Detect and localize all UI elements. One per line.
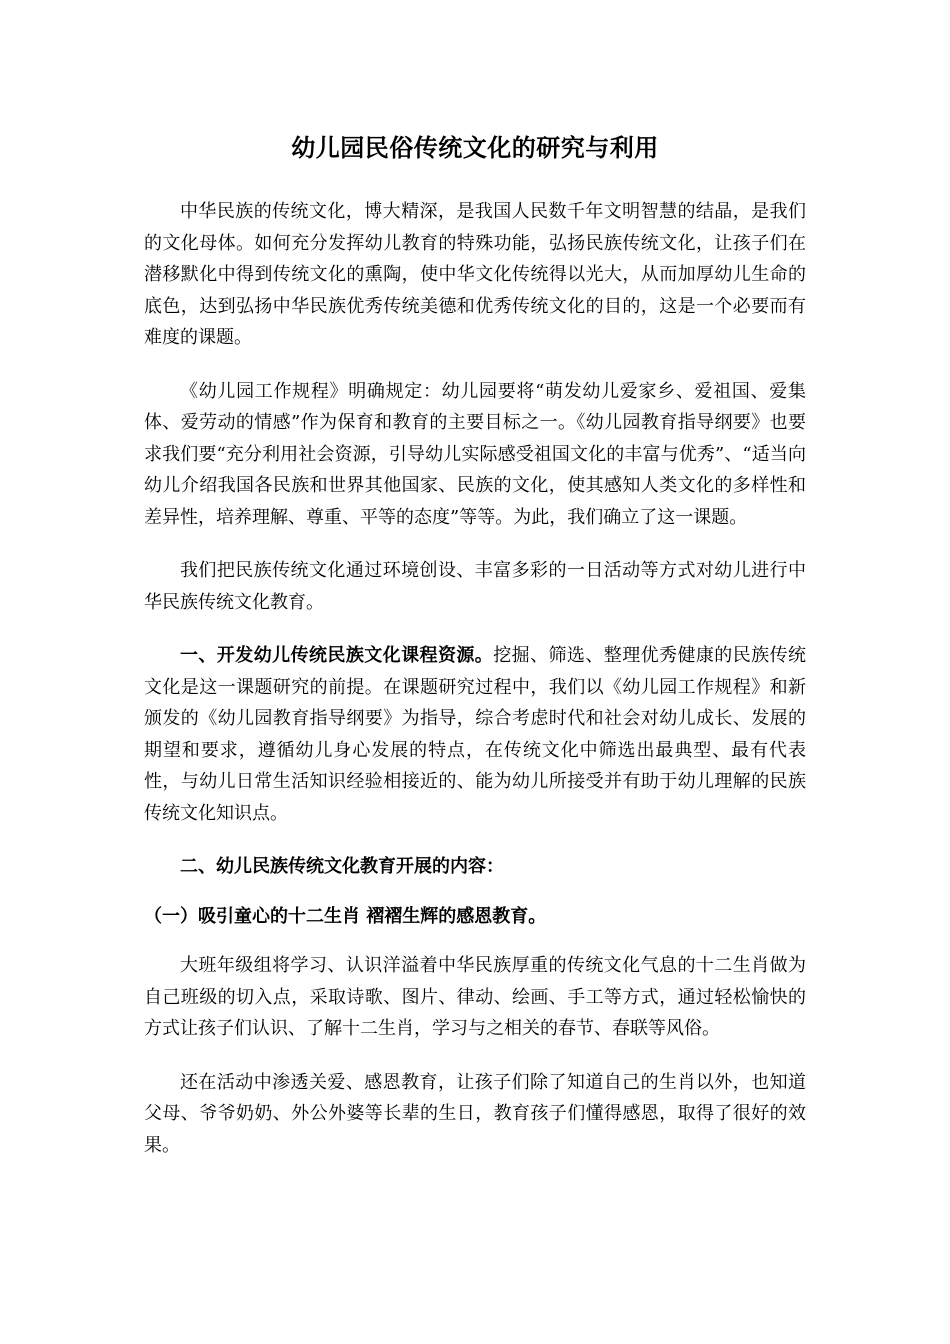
paragraph-intro: 中华民族的传统文化，博大精深，是我国人民数千年文明智慧的结晶，是我们的文化母体。如何充分发挥幼儿教育的特殊功能，弘扬民族传统文化，让孩子们在潜移默化中得到传统文化的熏陶，使中华文化传统得以光大，从而加厚幼儿生命的底色，达到弘扬中华民族优秀传统美德和优秀传统文化的目的，这是一个必要而有难度的课题。 — [144, 201, 806, 348]
section-two-heading: 二、幼儿民族传统文化教育开展的内容： — [180, 856, 504, 877]
document-content — [144, 128, 806, 1183]
section-one-heading: 一、开发幼儿传统民族文化课程资源。 — [180, 645, 494, 666]
document-title: 幼儿园民俗传统文化的研究与利用 — [291, 134, 659, 162]
paragraph-zodiac: 大班年级组将学习、认识洋溢着中华民族厚重的传统文化气息的十二生肖做为自己班级的切入点，采取诗歌、图片、律动、绘画、手工等方式，通过轻松愉快的方式让孩子们认识、了解十二生肖，学习与之相关的春节、春联等风俗。 — [144, 955, 806, 1039]
section-one-body: 挖掘、筛选、整理优秀健康的民族传统文化是这一课题研究的前提。在课题研究过程中，我们以《幼儿园工作规程》和新颁发的《幼儿园教育指导纲要》为指导，综合考虑时代和社会对幼儿成长、发展的期望和要求，遵循幼儿身心发展的特点，在传统文化中筛选出最典型、最有代表性，与幼儿日常生活知识经验相接近的、能为幼儿所接受并有助于幼儿理解的民族传统文化知识点。 — [144, 645, 807, 824]
paragraph-gratitude: 还在活动中渗透关爱、感恩教育，让孩子们除了知道自己的生肖以外，也知道父母、爷爷奶奶、外公外婆等长辈的生日，教育孩子们懂得感恩，取得了很好的效果。 — [144, 1071, 806, 1156]
paragraph-regulations: 《幼儿园工作规程》明确规定：幼儿园要将“萌发幼儿爱家乡、爱祖国、爱集体、爱劳动的情感”作为保育和教育的主要目标之一。《幼儿园教育指导纲要》也要求我们要“充分利用社会资源，引导幼儿实际感受祖国文化的丰富与优秀”、“适当向幼儿介绍我国各民族和世界其他国家、民族的文化，使其感知人类文化的多样性和差异性，培养理解、尊重、平等的态度”等等。为此，我们确立了这一课题。 — [144, 380, 806, 528]
paragraph-methods: 我们把民族传统文化通过环境创设、丰富多彩的一日活动等方式对幼儿进行中华民族传统文化教育。 — [144, 560, 806, 613]
subsection-one-heading: （一）吸引童心的十二生肖 褶褶生辉的感恩教育。 — [144, 905, 547, 927]
paragraph-section-one — [144, 640, 806, 829]
